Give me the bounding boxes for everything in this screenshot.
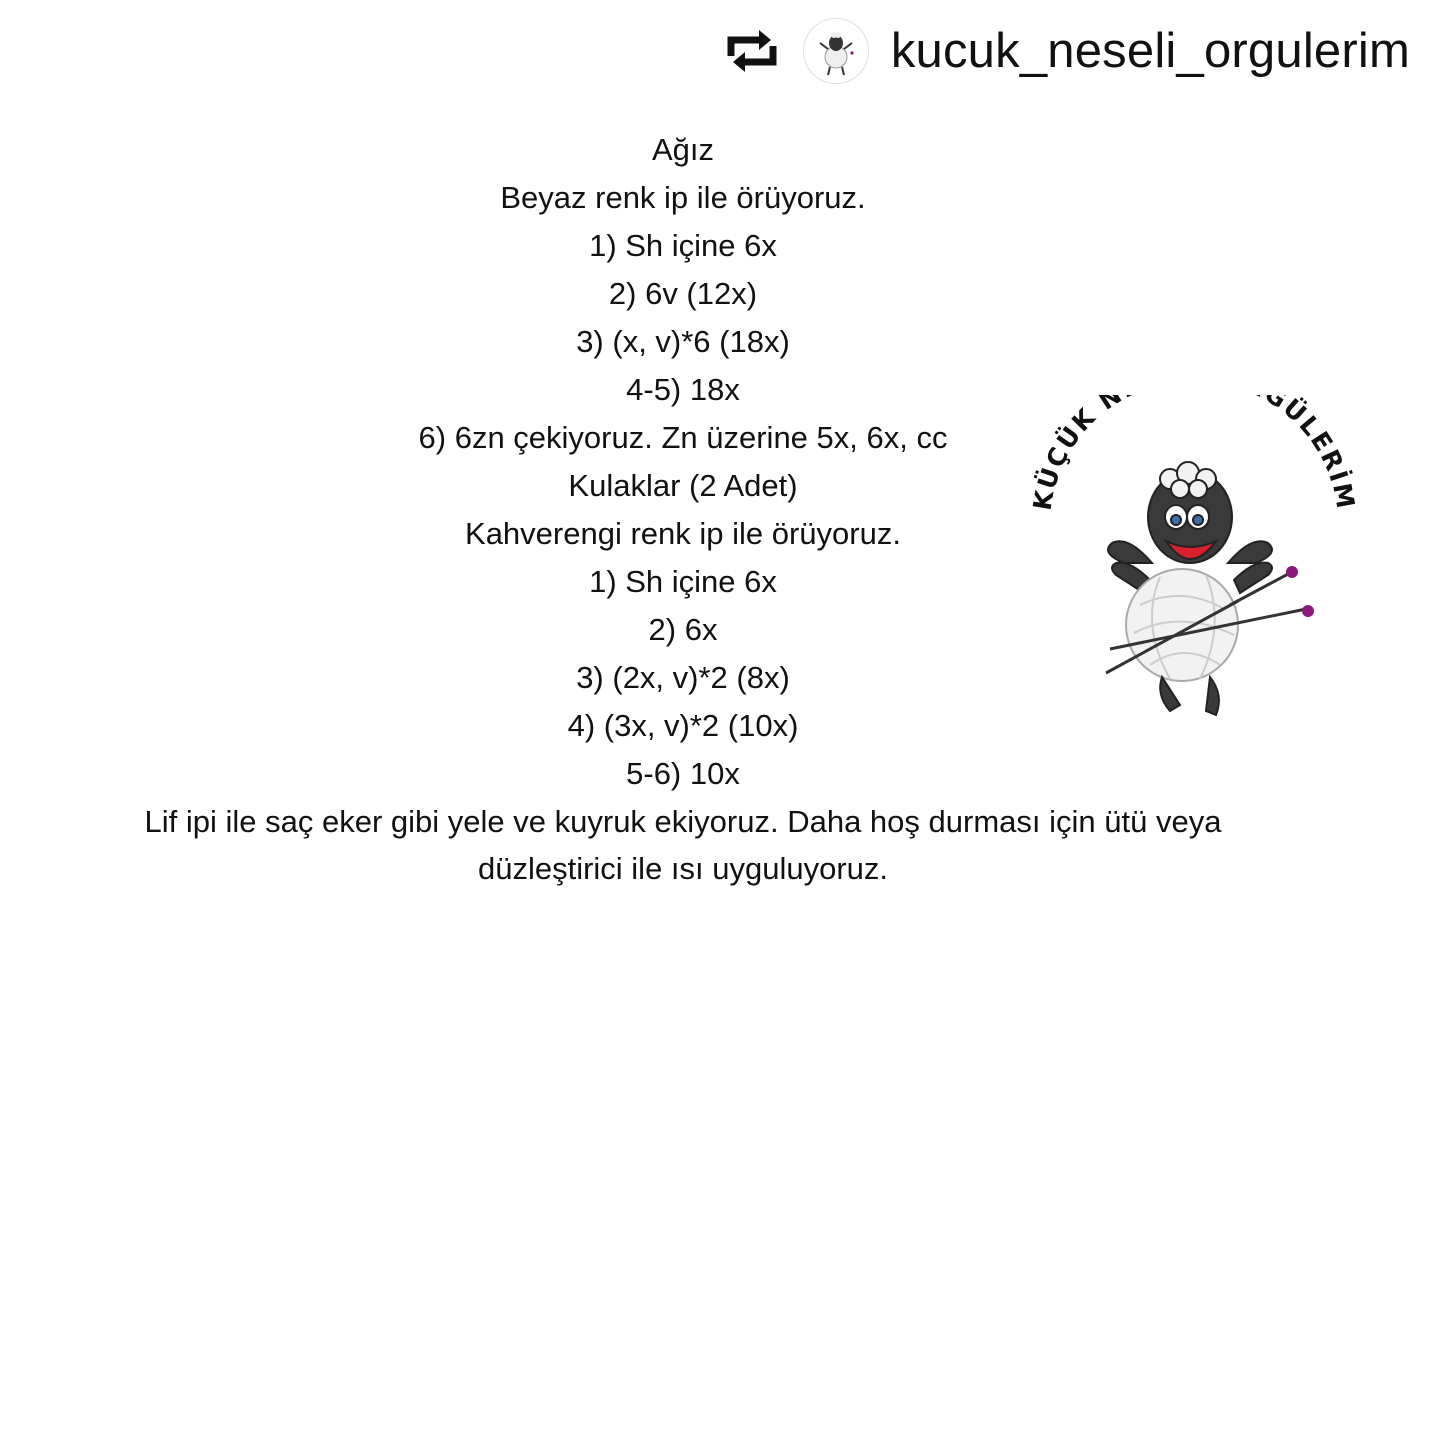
repost-icon[interactable] [723, 26, 781, 76]
finishing-note: Lif ipi ile saç eker gibi yele ve kuyruk ekiyoruz. Daha hoş durması için ütü veya düzleştirici ile ısı uyguluyoruz. [144, 804, 1222, 886]
sheep-yarn-ball-logo-icon [1020, 395, 1360, 735]
ears-row: 3) (2x, v)*2 (8x) [576, 660, 790, 695]
avatar[interactable] [803, 18, 869, 84]
mouth-row: 3) (x, v)*6 (18x) [576, 324, 790, 359]
svg-text:KÜÇÜK NEŞELİ ÖRGÜLERİM: KÜÇÜK N GÜLERİM [1027, 395, 1360, 513]
sheep-logo-icon [806, 21, 866, 81]
repost-header [723, 14, 1410, 88]
section-instruction-mouth: Beyaz renk ip ile örüyoruz. [500, 180, 866, 215]
ears-row: 2) 6x [648, 612, 718, 647]
mouth-row: 2) 6v (12x) [608, 276, 758, 311]
ears-row: 1) Sh içine 6x [589, 564, 777, 599]
brand-logo [1020, 395, 1360, 735]
section-instruction-ears: Kahverengi renk ip ile örüyoruz. [465, 516, 901, 551]
mouth-row: 1) Sh içine 6x [589, 228, 777, 263]
ears-row: 5-6) 10x [626, 756, 740, 791]
mouth-row: 6) 6zn çekiyoruz. Zn üzerine 5x, 6x, cc [418, 420, 948, 455]
mouth-row: 4-5) 18x [626, 372, 740, 407]
section-title-mouth: Ağız [651, 132, 715, 167]
section-title-ears: Kulaklar (2 Adet) [568, 468, 798, 503]
ears-row: 4) (3x, v)*2 (10x) [567, 708, 799, 743]
username[interactable]: kucuk_neseli_orgulerim [890, 23, 1410, 78]
